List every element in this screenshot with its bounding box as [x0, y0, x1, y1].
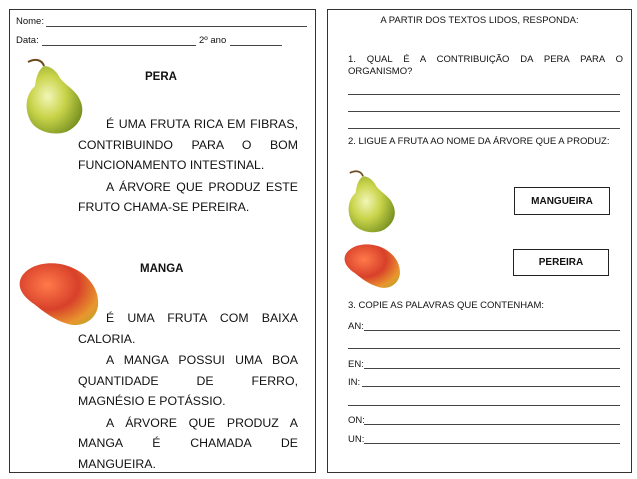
- answer-line-on[interactable]: [364, 424, 620, 425]
- en-label: EN:: [348, 359, 364, 370]
- answer-line-un[interactable]: [364, 443, 620, 444]
- manga-paragraph-2: A MANGA POSSUI UMA BOA QUANTIDADE DE FERRO, MAGNÉSIO E POTÁSSIO.: [78, 353, 298, 408]
- in-label: IN:: [348, 377, 361, 388]
- manga-text: [78, 308, 298, 474]
- answer-line-en[interactable]: [364, 368, 620, 369]
- un-label: UN:: [348, 434, 365, 445]
- mango-image-small: [342, 240, 404, 292]
- data-label: Data:: [16, 35, 39, 46]
- answer-line-in[interactable]: [362, 386, 620, 387]
- pear-image-small: [342, 168, 404, 236]
- manga-paragraph-3: A ÁRVORE QUE PRODUZ A MANGA É CHAMADA DE MANGUEIRA.: [78, 415, 298, 471]
- answer-line-in-2[interactable]: [348, 405, 620, 406]
- answer-line-1b[interactable]: [348, 111, 620, 112]
- nome-line[interactable]: [46, 26, 307, 27]
- question-2: 2. LIGUE A FRUTA AO NOME DA ÁRVORE QUE A PRODUZ:: [348, 136, 610, 147]
- right-page: [327, 9, 632, 473]
- box-mangueira[interactable]: MANGUEIRA: [514, 187, 610, 215]
- data-line[interactable]: [42, 45, 196, 46]
- on-label: ON:: [348, 415, 365, 426]
- left-page: [9, 9, 316, 473]
- answer-line-1a[interactable]: [348, 94, 620, 95]
- an-label: AN:: [348, 321, 364, 332]
- worksheet-header: A PARTIR DOS TEXTOS LIDOS, RESPONDA:: [380, 15, 579, 26]
- pera-title: PERA: [145, 71, 177, 83]
- manga-paragraph-1: É UMA FRUTA COM BAIXA CALORIA.: [78, 311, 298, 346]
- grade-label: 2º ano: [199, 35, 227, 46]
- pera-paragraph-1: É UMA FRUTA RICA EM FIBRAS, CONTRIBUINDO PARA O BOM FUNCIONAMENTO INTESTINAL.: [78, 117, 298, 172]
- answer-line-an-2[interactable]: [348, 348, 620, 349]
- manga-title: MANGA: [140, 263, 184, 275]
- question-3: 3. COPIE AS PALAVRAS QUE CONTENHAM:: [348, 300, 545, 311]
- question-1: 1. QUAL É A CONTRIBUIÇÃO DA PERA PARA O ORGANISMO?: [348, 54, 623, 77]
- pera-text: [78, 114, 298, 218]
- pera-paragraph-2: A ÁRVORE QUE PRODUZ ESTE FRUTO CHAMA-SE PEREIRA.: [78, 179, 298, 214]
- nome-label: Nome:: [16, 16, 44, 27]
- grade-line[interactable]: [230, 45, 282, 46]
- answer-line-1c[interactable]: [348, 128, 620, 129]
- answer-line-an[interactable]: [364, 330, 620, 331]
- box-pereira[interactable]: PEREIRA: [513, 249, 609, 276]
